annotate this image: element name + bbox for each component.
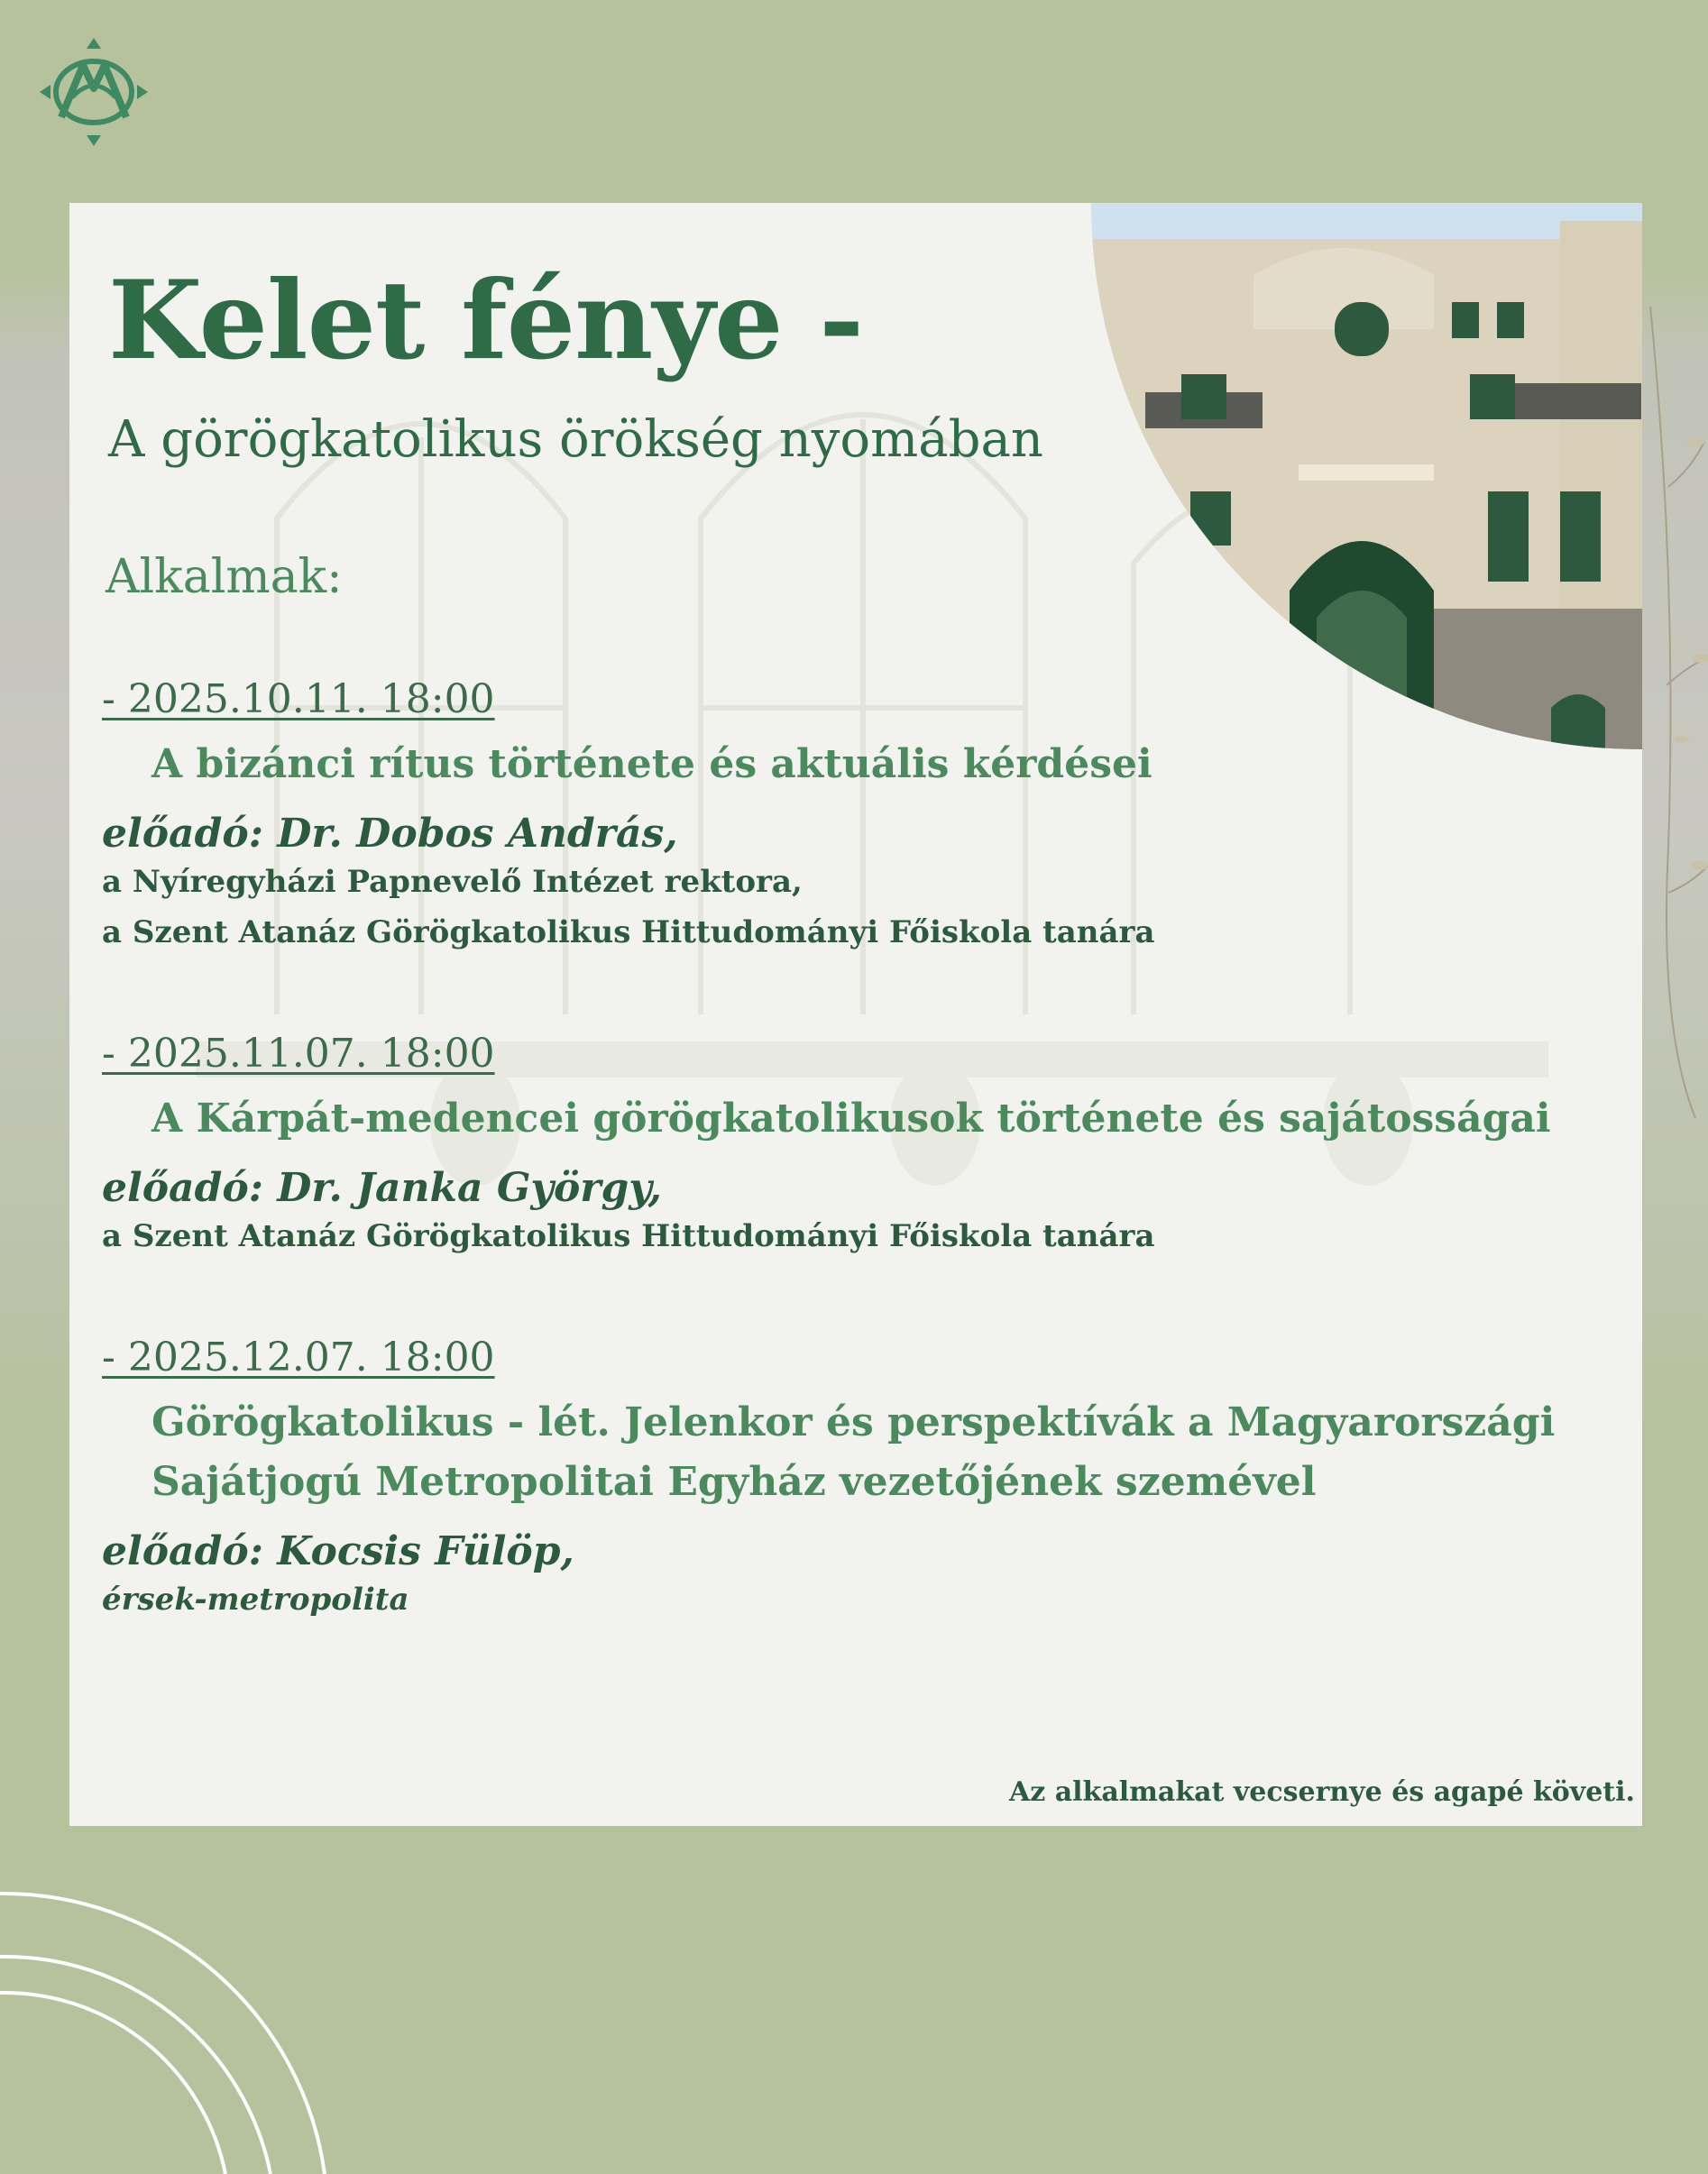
page-title: Kelet fénye -	[108, 257, 864, 384]
event-topic	[152, 1393, 1555, 1512]
event-speaker: előadó: Kocsis Fülöp,	[102, 1527, 574, 1574]
event-item	[102, 1031, 1551, 1261]
section-heading: Alkalmak:	[106, 550, 343, 604]
branch-decoration	[1641, 307, 1708, 1118]
speaker-affiliation: a Nyíregyházi Papnevelő Intézet rektora,	[102, 863, 803, 900]
speaker-label: előadó	[102, 1527, 249, 1574]
speaker-label: előadó	[102, 1164, 249, 1211]
church-emblem-icon	[36, 34, 152, 150]
event-topic-line: Sajátjogú Metropolitai Egyház vezetőjének szemével	[152, 1458, 1317, 1505]
event-item	[102, 676, 1155, 958]
speaker-affiliation: a Szent Atanáz Görögkatolikus Hittudományi Főiskola tanára	[102, 913, 1155, 950]
event-speaker: előadó: Dr. Dobos András,	[102, 810, 678, 857]
speaker-name: Kocsis Fülöp	[277, 1527, 561, 1574]
event-topic-line: Görögkatolikus - lét. Jelenkor és perspektívák a Magyarországi	[152, 1399, 1556, 1445]
page-subtitle: A görögkatolikus örökség nyomában	[108, 410, 1043, 469]
event-item	[102, 1335, 1555, 1625]
speaker-name: Dr. Janka György	[277, 1164, 648, 1211]
event-date: - 2025.11.07. 18:00	[102, 1031, 495, 1077]
speaker-label: előadó	[102, 810, 249, 857]
speaker-affiliation: érsek-metropolita	[102, 1581, 409, 1618]
building-facade-photo	[1091, 203, 1642, 749]
speaker-name: Dr. Dobos András	[277, 810, 665, 857]
event-topic: A bizánci rítus története és aktuális kérdései	[152, 740, 1152, 787]
speaker-affiliation: a Szent Atanáz Görögkatolikus Hittudományi Főiskola tanára	[102, 1217, 1155, 1254]
arc-decoration	[0, 1839, 379, 2174]
event-date: - 2025.12.07. 18:00	[102, 1335, 495, 1381]
event-topic: A Kárpát-medencei görögkatolikusok története és sajátosságai	[152, 1095, 1551, 1142]
event-speaker: előadó: Dr. Janka György,	[102, 1164, 662, 1211]
event-date: - 2025.10.11. 18:00	[102, 676, 495, 722]
program-card	[69, 203, 1642, 1826]
footnote: Az alkalmakat vecsernye és agapé követi.	[1008, 1776, 1635, 1808]
